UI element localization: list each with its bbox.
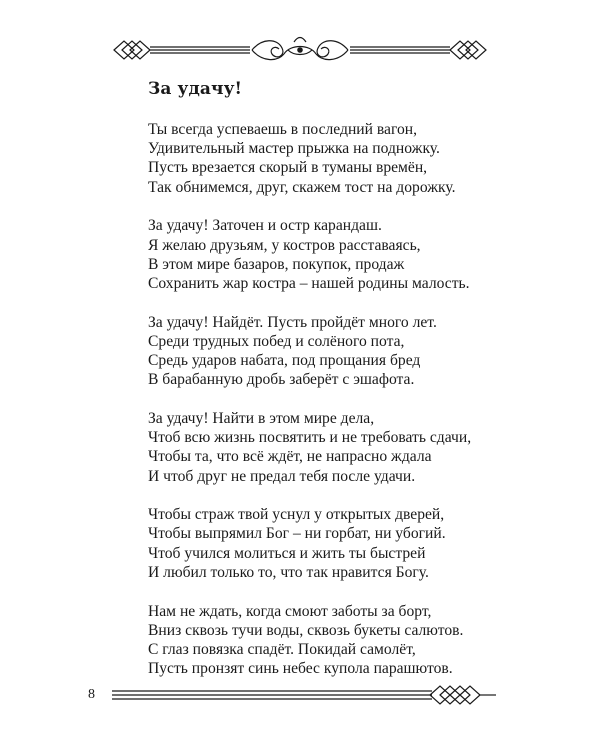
poem-line: Чтобы выпрямил Бог – ни горбат, ни убогий. [148, 525, 446, 543]
poem-line: За удачу! Заточен и остр карандаш. [148, 217, 382, 235]
poem-line: В этом мире базаров, покупок, продаж [148, 255, 405, 273]
stanza [148, 216, 568, 293]
footer-rule [112, 682, 496, 708]
poem-line: С глаз повязка спадёт. Покидай самолёт, [148, 640, 416, 658]
poem-line: Сохранить жар костра – нашей родины малость. [148, 274, 470, 292]
poem-line: Удивительный мастер прыжка на подножку. [148, 140, 440, 158]
poem-line: За удачу! Найдёт. Пусть пройдёт много лет. [148, 313, 437, 331]
poem [148, 78, 568, 698]
poem-line: Среди трудных побед и солёного пота, [148, 332, 405, 350]
poem-line: За удачу! Найти в этом мире дела, [148, 409, 375, 427]
poem-line: Пусть врезается скорый в туманы времён, [148, 159, 428, 177]
poem-line: Нам не ждать, когда смоют заботы за борт, [148, 602, 432, 620]
stanza [148, 505, 568, 582]
header-ornament [112, 30, 488, 70]
poem-line: Чтоб учился молиться и жить ты быстрей [148, 544, 426, 562]
poem-line: Вниз сквозь тучи воды, сквозь букеты салютов. [148, 621, 464, 639]
poem-line: Так обнимемся, друг, скажем тост на дорожку. [148, 178, 456, 196]
page-number: 8 [88, 687, 95, 702]
poem-line: Я желаю друзьям, у костров расставаясь, [148, 236, 421, 254]
poem-line: Чтобы страж твой уснул у открытых дверей, [148, 506, 445, 524]
footer-knot-icon [430, 686, 480, 704]
stanza [148, 120, 568, 197]
poem-title: За удачу! [148, 79, 243, 99]
stanza [148, 409, 568, 486]
poem-line: Чтоб всю жизнь посвятить и не требовать сдачи, [148, 429, 472, 447]
poem-line: Пусть пронзят синь небес купола парашютов. [148, 660, 453, 678]
stanza [148, 313, 568, 390]
poem-line: Средь ударов набата, под прощания бред [148, 352, 421, 370]
poem-line: Ты всегда успеваешь в последний вагон, [148, 121, 418, 138]
poem-line: В барабанную дробь заберёт с эшафота. [148, 371, 415, 389]
stanza [148, 602, 568, 679]
poem-line: И любил только то, что так нравится Богу. [148, 563, 429, 581]
poem-line: И чтоб друг не предал тебя после удачи. [148, 467, 416, 485]
poem-line: Чтобы та, что всё ждёт, не напрасно ждала [148, 448, 432, 466]
central-flourish-icon [252, 38, 348, 60]
right-knot-icon [450, 41, 486, 59]
left-knot-icon [114, 41, 150, 59]
